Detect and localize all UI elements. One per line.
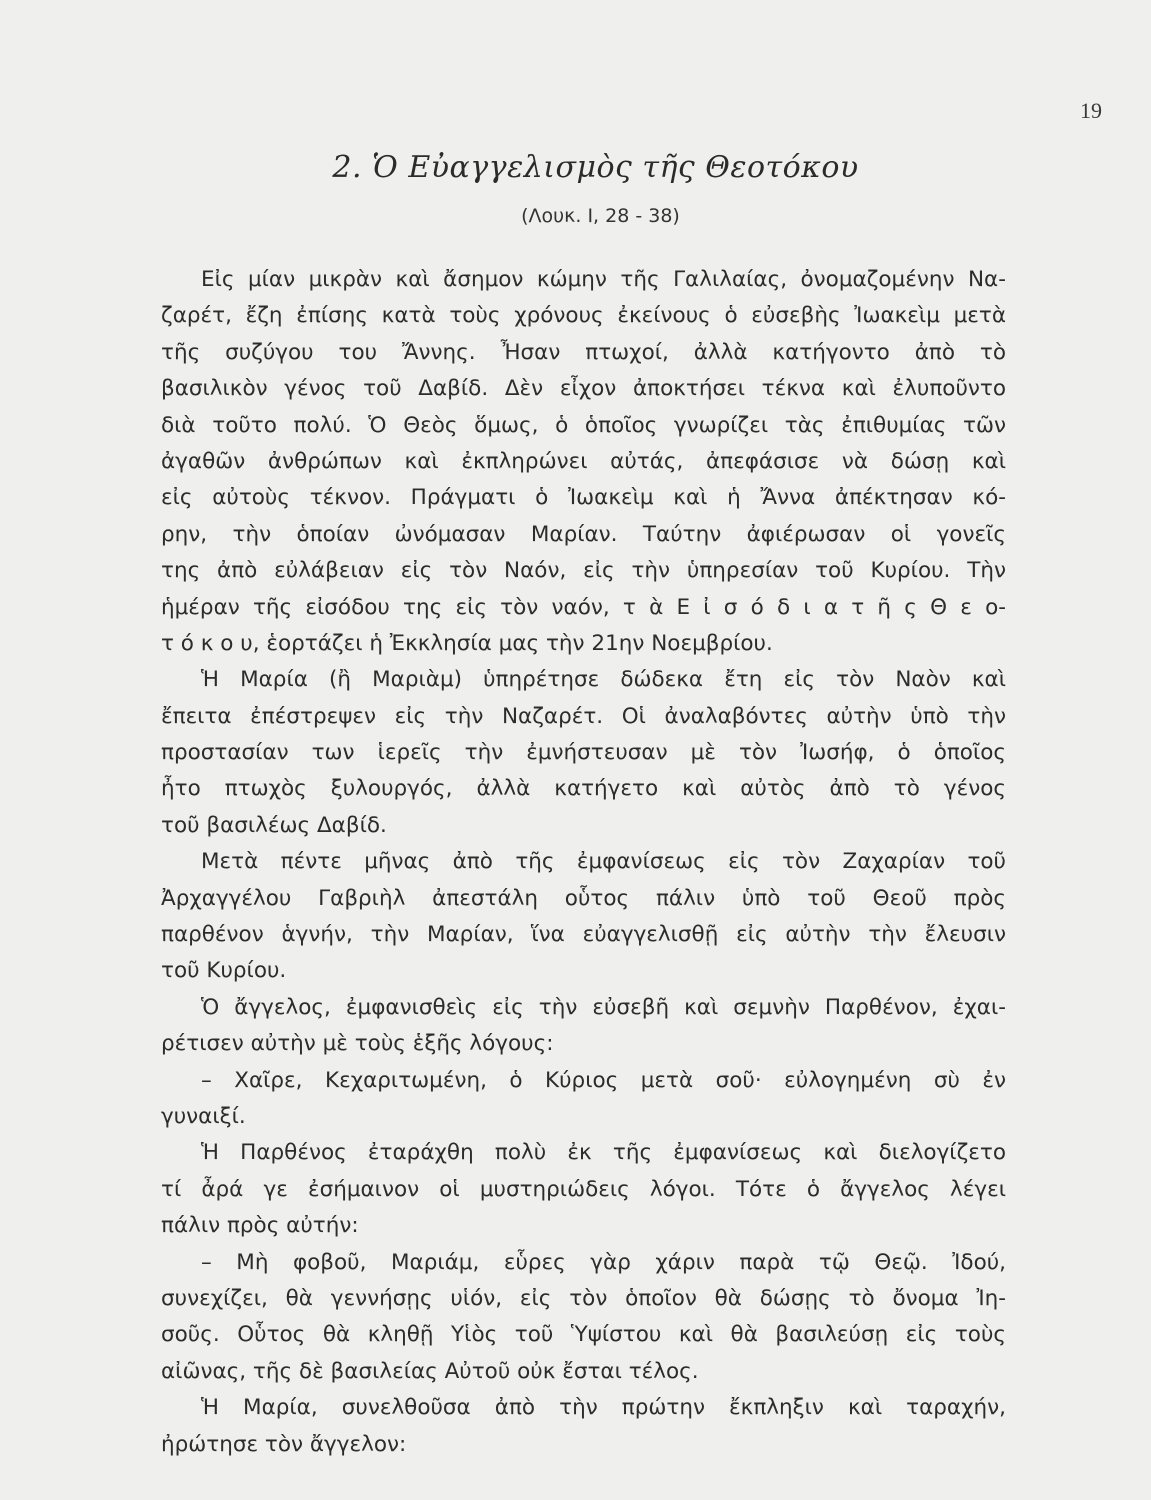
text-line: εἰς αὐτοὺς τέκνον. Πράγματι ὁ Ἰωακεὶμ καὶ ἡ Ἄννα ἀπέκτησαν κό- [161,485,1006,511]
text-line: ἠρώτησε τὸν ἄγγελον: [161,1431,407,1457]
text-line: Ἡ Μαρία (ἢ Μαριὰμ) ὑπηρέτησε δώδεκα ἔτη εἰς τὸν Ναὸν καὶ [201,667,1006,693]
text-line: πάλιν πρὸς αὐτήν: [161,1213,359,1239]
text-line: τ ό κ ο υ, ἑορτάζει ἡ Ἐκκλησία μας τὴν 21ην Νοεμβρίου. [161,630,773,656]
text-line: προστασίαν των ἱερεῖς τὴν ἐμνήστευσαν μὲ τὸν Ἰωσήφ, ὁ ὁποῖος [161,740,1006,766]
text-line: – Χαῖρε, Κεχαριτωμένη, ὁ Κύριος μετὰ σοῦ· εὐλογημένη σὺ ἐν [201,1067,1006,1093]
text-line: γυναιξί. [161,1103,246,1129]
text-line: τοῦ βασιλέως Δαβίδ. [161,812,387,838]
text-line: ἦτο πτωχὸς ξυλουργός, ἀλλὰ κατήγετο καὶ αὐτὸς ἀπὸ τὸ γένος [161,776,1006,802]
text-line: τῆς συζύγου του Ἄννης. Ἦσαν πτωχοί, ἀλλὰ κατήγοντο ἀπὸ τὸ [161,339,1006,365]
text-line: ρην, τὴν ὁποίαν ὠνόμασαν Μαρίαν. Ταύτην ἀφιέρωσαν οἱ γονεῖς [161,521,1006,547]
text-line: τί ἆρά γε ἐσήμαινον οἱ μυστηριώδεις λόγοι. Τότε ὁ ἄγγελος λέγει [161,1176,1006,1202]
text-line: ζαρέτ, ἔζη ἐπίσης κατὰ τοὺς χρόνους ἐκείνους ὁ εὐσεβὴς Ἰωακεὶμ μετὰ [161,303,1006,329]
text-line: Μετὰ πέντε μῆνας ἀπὸ τῆς ἐμφανίσεως εἰς τὸν Ζαχαρίαν τοῦ [201,849,1006,875]
text-line: σοῦς. Οὗτος θὰ κληθῇ Υἱὸς τοῦ Ὑψίστου καὶ θὰ βασιλεύσῃ εἰς τοὺς [161,1322,1006,1348]
text-line: αἰῶνας, τῆς δὲ βασιλείας Αὐτοῦ οὐκ ἔσται τέλος. [161,1358,699,1384]
text-line: διὰ τοῦτο πολύ. Ὁ Θεὸς ὅμως, ὁ ὁποῖος γνωρίζει τὰς ἐπιθυμίας τῶν [161,412,1006,438]
text-line: παρθένον ἁγνήν, τὴν Μαρίαν, ἵνα εὐαγγελισθῇ εἰς αὐτὴν τὴν ἔλευσιν [161,922,1006,948]
text-line: ἡμέραν τῆς εἰσόδου της εἰς τὸν ναόν, τ ὰ Ε ἰ σ ό δ ι α τ ῆ ς Θ ε ο- [161,594,1006,620]
text-line: Ἀρχαγγέλου Γαβριὴλ ἀπεστάλη οὗτος πάλιν ὑπὸ τοῦ Θεοῦ πρὸς [161,885,1006,911]
text-line: – Μὴ φοβοῦ, Μαριάμ, εὗρες γὰρ χάριν παρὰ τῷ Θεῷ. Ἰδού, [201,1249,1006,1275]
text-line: ἀγαθῶν ἀνθρώπων καὶ ἐκπληρώνει αὐτάς, ἀπεφάσισε νὰ δώσῃ καὶ [161,448,1006,474]
text-line: Ἡ Μαρία, συνελθοῦσα ἀπὸ τὴν πρώτην ἔκπληξιν καὶ ταραχήν, [201,1395,1006,1421]
page-number: 19 [1080,98,1102,123]
text-line: Ὁ ἄγγελος, ἐμφανισθεὶς εἰς τὴν εὐσεβῆ καὶ σεμνὴν Παρθένον, ἐχαι- [201,994,1006,1020]
body-text [161,262,1006,1463]
text-line: ρέτισεν αὐτὴν μὲ τοὺς ἑξῆς λόγους: [161,1031,554,1057]
text-line: της ἀπὸ εὐλάβειαν εἰς τὸν Ναόν, εἰς τὴν ὑπηρεσίαν τοῦ Κυρίου. Τὴν [161,558,1006,584]
text-line: Ἡ Παρθένος ἐταράχθη πολὺ ἐκ τῆς ἐμφανίσεως καὶ διελογίζετο [201,1140,1006,1166]
text-line: ἔπειτα ἐπέστρεψεν εἰς τὴν Ναζαρέτ. Οἱ ἀναλαβόντες αὐτὴν ὑπὸ τὴν [161,703,1006,729]
text-line: βασιλικὸν γένος τοῦ Δαβίδ. Δὲν εἶχον ἀποκτήσει τέκνα καὶ ἐλυποῦντο [161,376,1006,402]
chapter-title: 2. Ὁ Εὐαγγελισμὸς τῆς Θεοτόκου [332,150,859,185]
text-line: συνεχίζει, θὰ γεννήσῃς υἱόν, εἰς τὸν ὁποῖον θὰ δώσῃς τὸ ὄνομα Ἰη- [161,1285,1006,1311]
text-line: Εἰς μίαν μικρὰν καὶ ἄσημον κώμην τῆς Γαλιλαίας, ὀνομαζομένην Να- [201,267,1006,292]
text-line: τοῦ Κυρίου. [161,958,287,984]
scripture-reference: (Λουκ. Ι, 28 - 38) [521,205,680,227]
